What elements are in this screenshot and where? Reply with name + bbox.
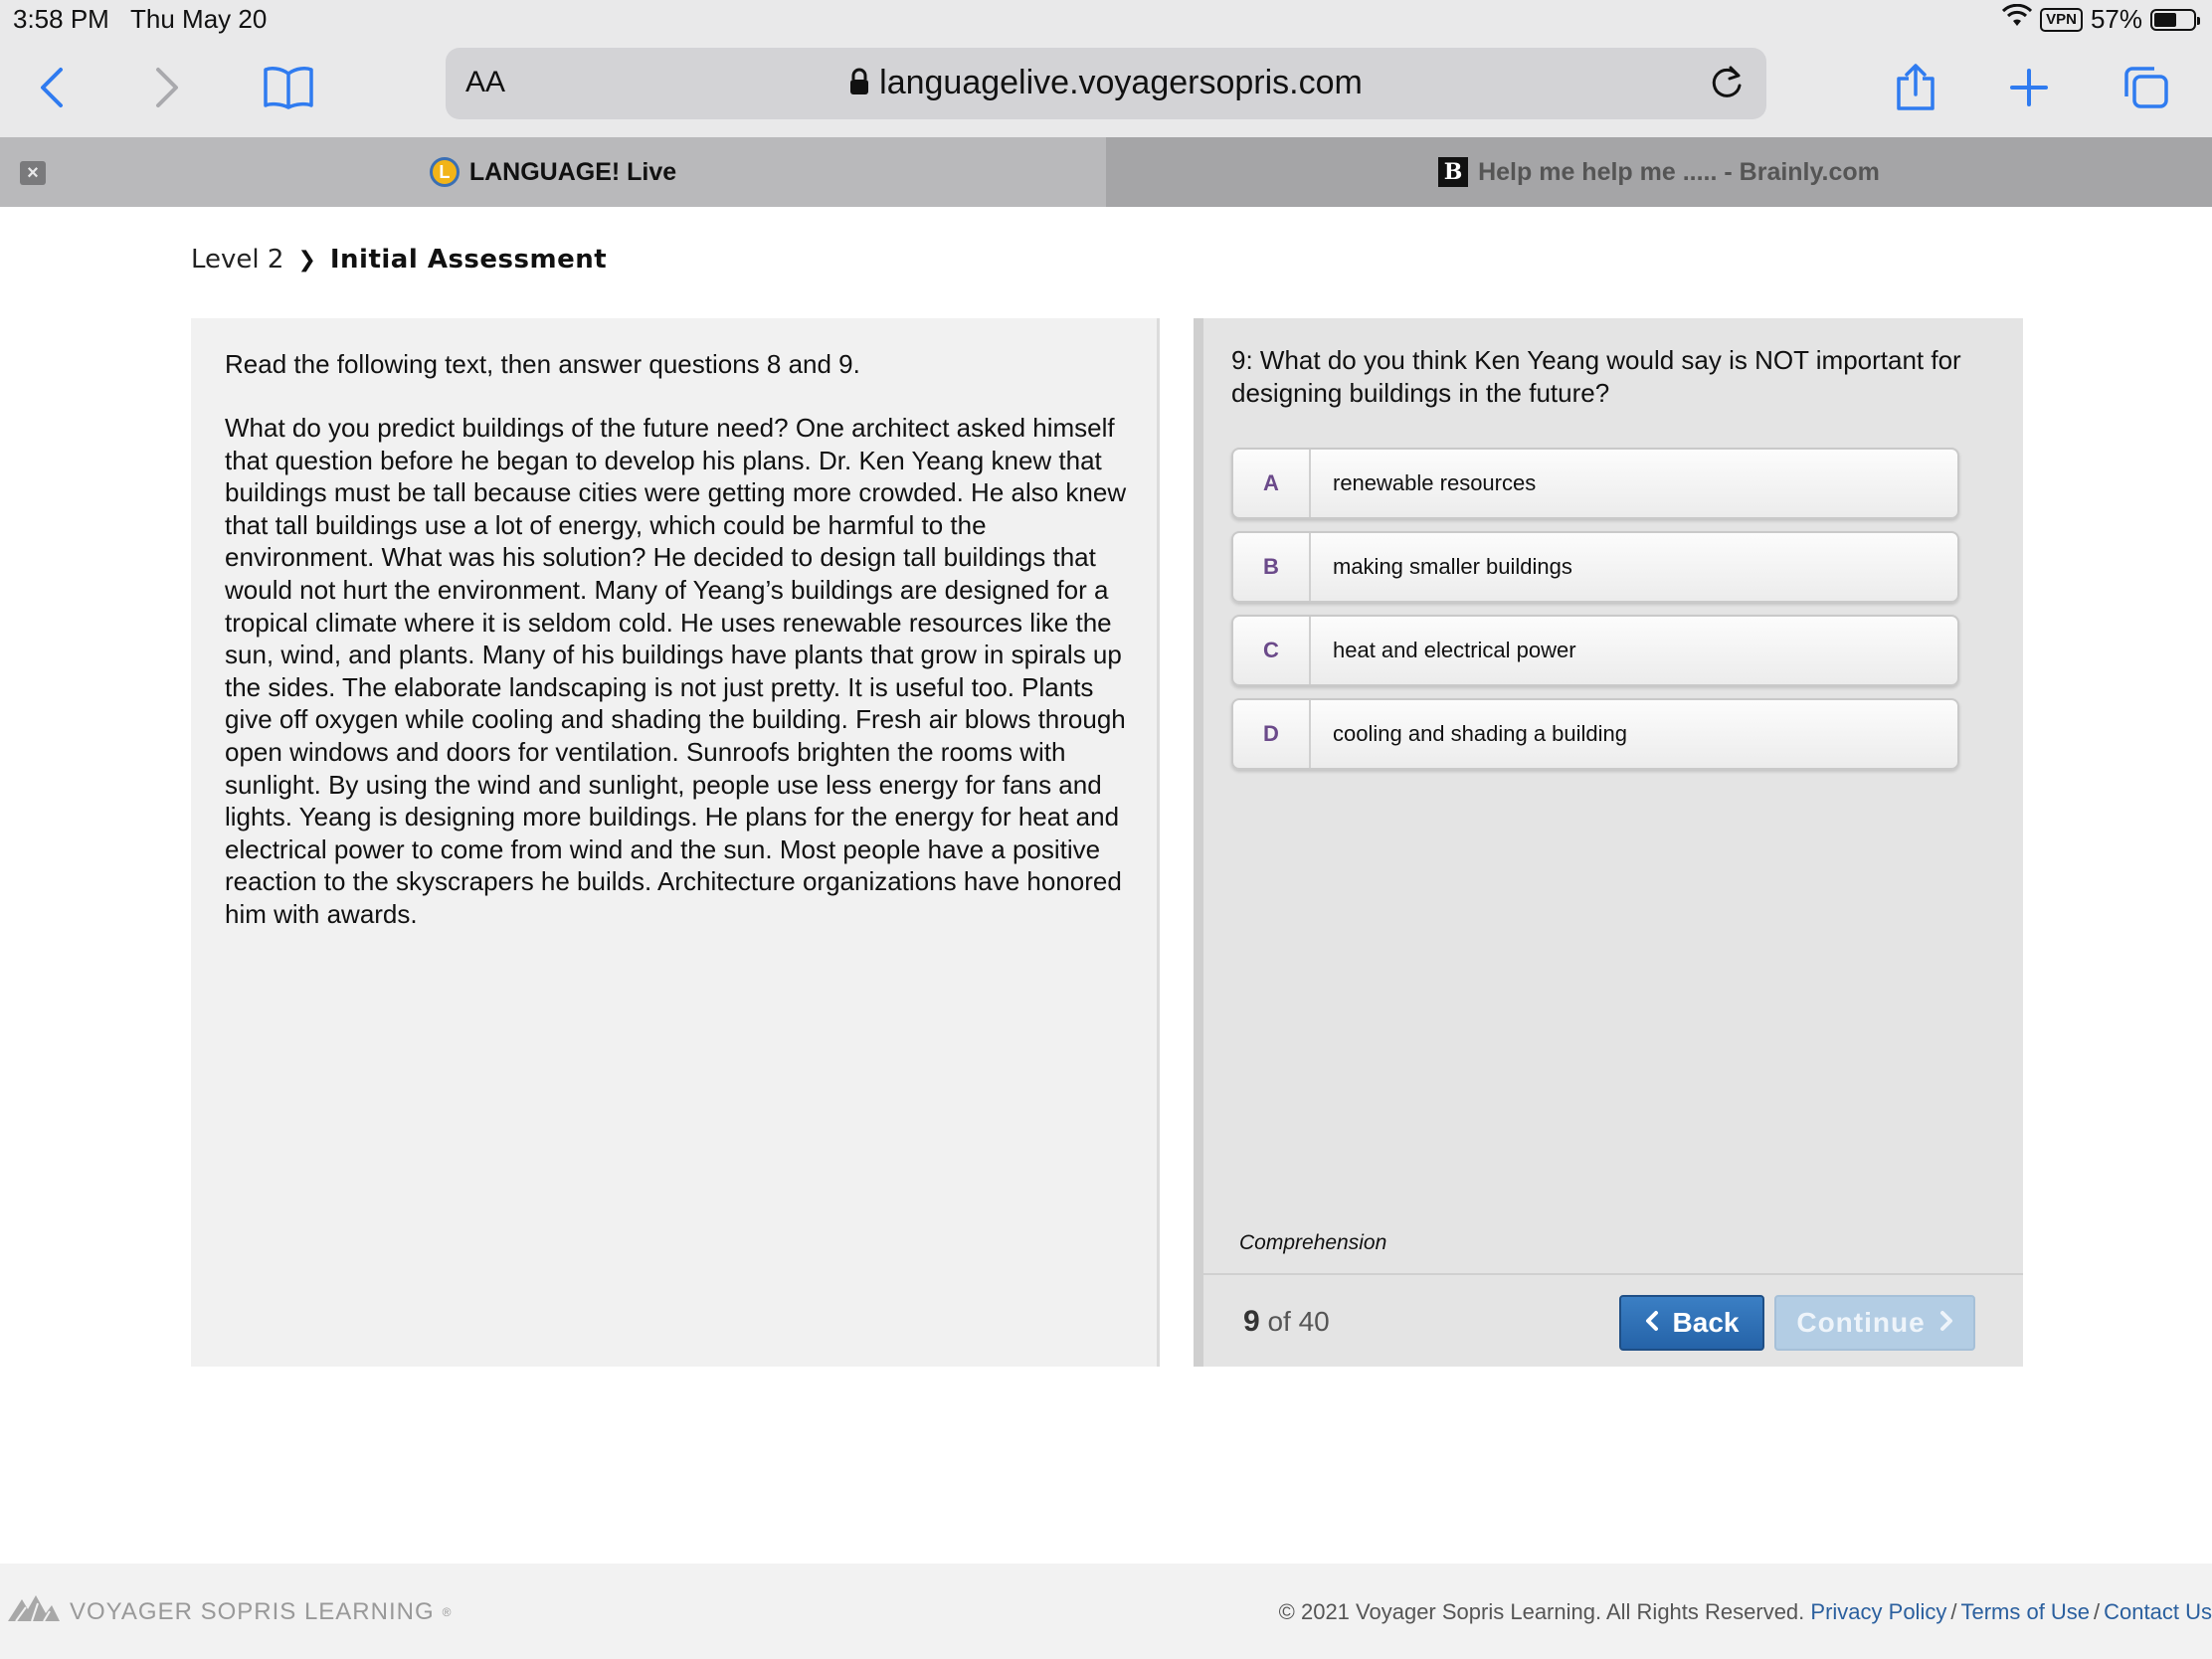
answer-choice-b[interactable] xyxy=(1231,531,1959,603)
battery-icon xyxy=(2150,9,2196,31)
forward-chevron-icon[interactable] xyxy=(139,60,195,115)
terms-of-use-link[interactable]: Terms of Use xyxy=(1960,1599,2091,1624)
back-chevron-icon[interactable] xyxy=(24,60,80,115)
address-url[interactable] xyxy=(446,64,1766,104)
choice-text: renewable resources xyxy=(1333,470,1537,495)
continue-button-label: Continue xyxy=(1796,1307,1926,1338)
address-bar[interactable] xyxy=(446,48,1766,119)
share-icon[interactable] xyxy=(1888,60,1943,115)
new-tab-plus-icon[interactable] xyxy=(2001,60,2057,115)
page-footer xyxy=(0,1564,2212,1659)
status-time xyxy=(13,4,267,35)
brainly-favicon-icon: B xyxy=(1438,157,1468,187)
lock-icon xyxy=(849,66,869,104)
back-button-label: Back xyxy=(1672,1307,1740,1338)
tab-language-live[interactable] xyxy=(0,137,1106,207)
tab-title: LANGUAGE! Live xyxy=(468,157,677,186)
status-indicators xyxy=(2002,4,2196,35)
status-bar xyxy=(0,0,2212,40)
chevron-right-icon xyxy=(1939,1307,1953,1339)
chevron-right-icon: ❯ xyxy=(297,247,316,273)
status-time-text: 3:58 PM xyxy=(13,4,109,34)
progress-total: of 40 xyxy=(1267,1306,1330,1337)
reload-icon[interactable] xyxy=(1709,64,1745,106)
tab-close-icon[interactable]: × xyxy=(20,161,46,185)
privacy-policy-link[interactable]: Privacy Policy xyxy=(1810,1599,1947,1624)
question-category: Comprehension xyxy=(1239,1231,1387,1254)
back-button[interactable] xyxy=(1619,1295,1764,1351)
answer-choice-a[interactable] xyxy=(1231,448,1959,519)
continue-button[interactable] xyxy=(1774,1295,1975,1351)
choice-text: cooling and shading a building xyxy=(1333,721,1628,746)
breadcrumb-level[interactable]: Level 2 xyxy=(191,245,284,275)
bookmarks-book-icon[interactable] xyxy=(261,60,316,115)
registered-mark: ® xyxy=(442,1604,453,1619)
passage-panel xyxy=(191,318,1160,1367)
url-text: languagelive.voyagersopris.com xyxy=(879,64,1363,101)
status-date-text: Thu May 20 xyxy=(130,4,268,34)
language-live-favicon-icon: L xyxy=(430,157,460,187)
voyager-mountain-logo-icon xyxy=(6,1593,62,1630)
choice-text: making smaller buildings xyxy=(1333,554,1572,579)
browser-toolbar xyxy=(0,40,2212,137)
breadcrumb xyxy=(191,245,607,275)
browser-tab-bar xyxy=(0,137,2212,207)
tab-title: Help me help me ..... - Brainly.com xyxy=(1478,157,1880,186)
answer-choice-c[interactable] xyxy=(1231,615,1959,686)
divider xyxy=(1203,1273,2023,1275)
choice-letter: B xyxy=(1233,533,1311,601)
choice-letter: D xyxy=(1233,700,1311,768)
copyright-text: © 2021 Voyager Sopris Learning. All Rights Reserved. xyxy=(1278,1599,1805,1624)
link-separator: / xyxy=(1950,1599,1957,1624)
voyager-sopris-logo xyxy=(6,1593,452,1630)
wifi-icon xyxy=(2002,4,2032,35)
chevron-left-icon xyxy=(1645,1307,1659,1339)
passage-intro: Read the following text, then answer questions 8 and 9. xyxy=(225,349,860,379)
battery-percentage: 57% xyxy=(2090,4,2142,34)
tabs-overview-icon[interactable] xyxy=(2119,60,2174,115)
footer-legal xyxy=(1279,1599,2212,1625)
question-progress xyxy=(1243,1305,1330,1339)
passage-text: What do you predict buildings of the future need? One architect asked himself that question before he began to develop his plans. Dr. Ken Yeang knew that buildings must be tall because cities were getting more crowded. He also knew that tall buildings use a lot of energy, which could be harmful to the environment. What was his solution? He decided to design tall buildings that would not hurt the environment. Many of Yeang’s buildings are designed for a tropical climate where it is seldom cold. He uses renewable resources like the sun, wind, and plants. Many of his buildings have plants that grow in spirals up the sides. The elaborate landscaping is not just pretty. It is useful too. Plants give off oxygen while cooling and shading the building. Fresh air blows through open windows and doors for ventilation. Sunroofs brighten the rooms with sunlight. By using the wind and sunlight, people use less energy for fans and lights. Yeang is designing more buildings. He plans for the energy for heat and electrical power to come from wind and the sun. Most people have a positive reaction to the skyscrapers he builds. Architecture organizations have honored him with awards. xyxy=(225,413,1127,929)
logo-text: VOYAGER SOPRIS LEARNING xyxy=(70,1597,435,1625)
link-separator: / xyxy=(2094,1599,2101,1624)
question-panel xyxy=(1194,318,2023,1367)
choice-letter: C xyxy=(1233,617,1311,684)
text-size-label: AA xyxy=(465,66,506,98)
answer-choice-d[interactable] xyxy=(1231,698,1959,770)
contact-us-link[interactable]: Contact Us xyxy=(2104,1599,2212,1624)
breadcrumb-current: Initial Assessment xyxy=(329,245,608,275)
progress-current: 9 xyxy=(1243,1305,1260,1338)
choice-letter: A xyxy=(1233,450,1311,517)
choice-text: heat and electrical power xyxy=(1333,638,1576,662)
vpn-badge: VPN xyxy=(2040,8,2083,32)
question-text: 9: What do you think Ken Yeang would say is NOT important for designing buildings in the future? xyxy=(1231,345,1961,408)
tab-brainly[interactable] xyxy=(1106,137,2212,207)
